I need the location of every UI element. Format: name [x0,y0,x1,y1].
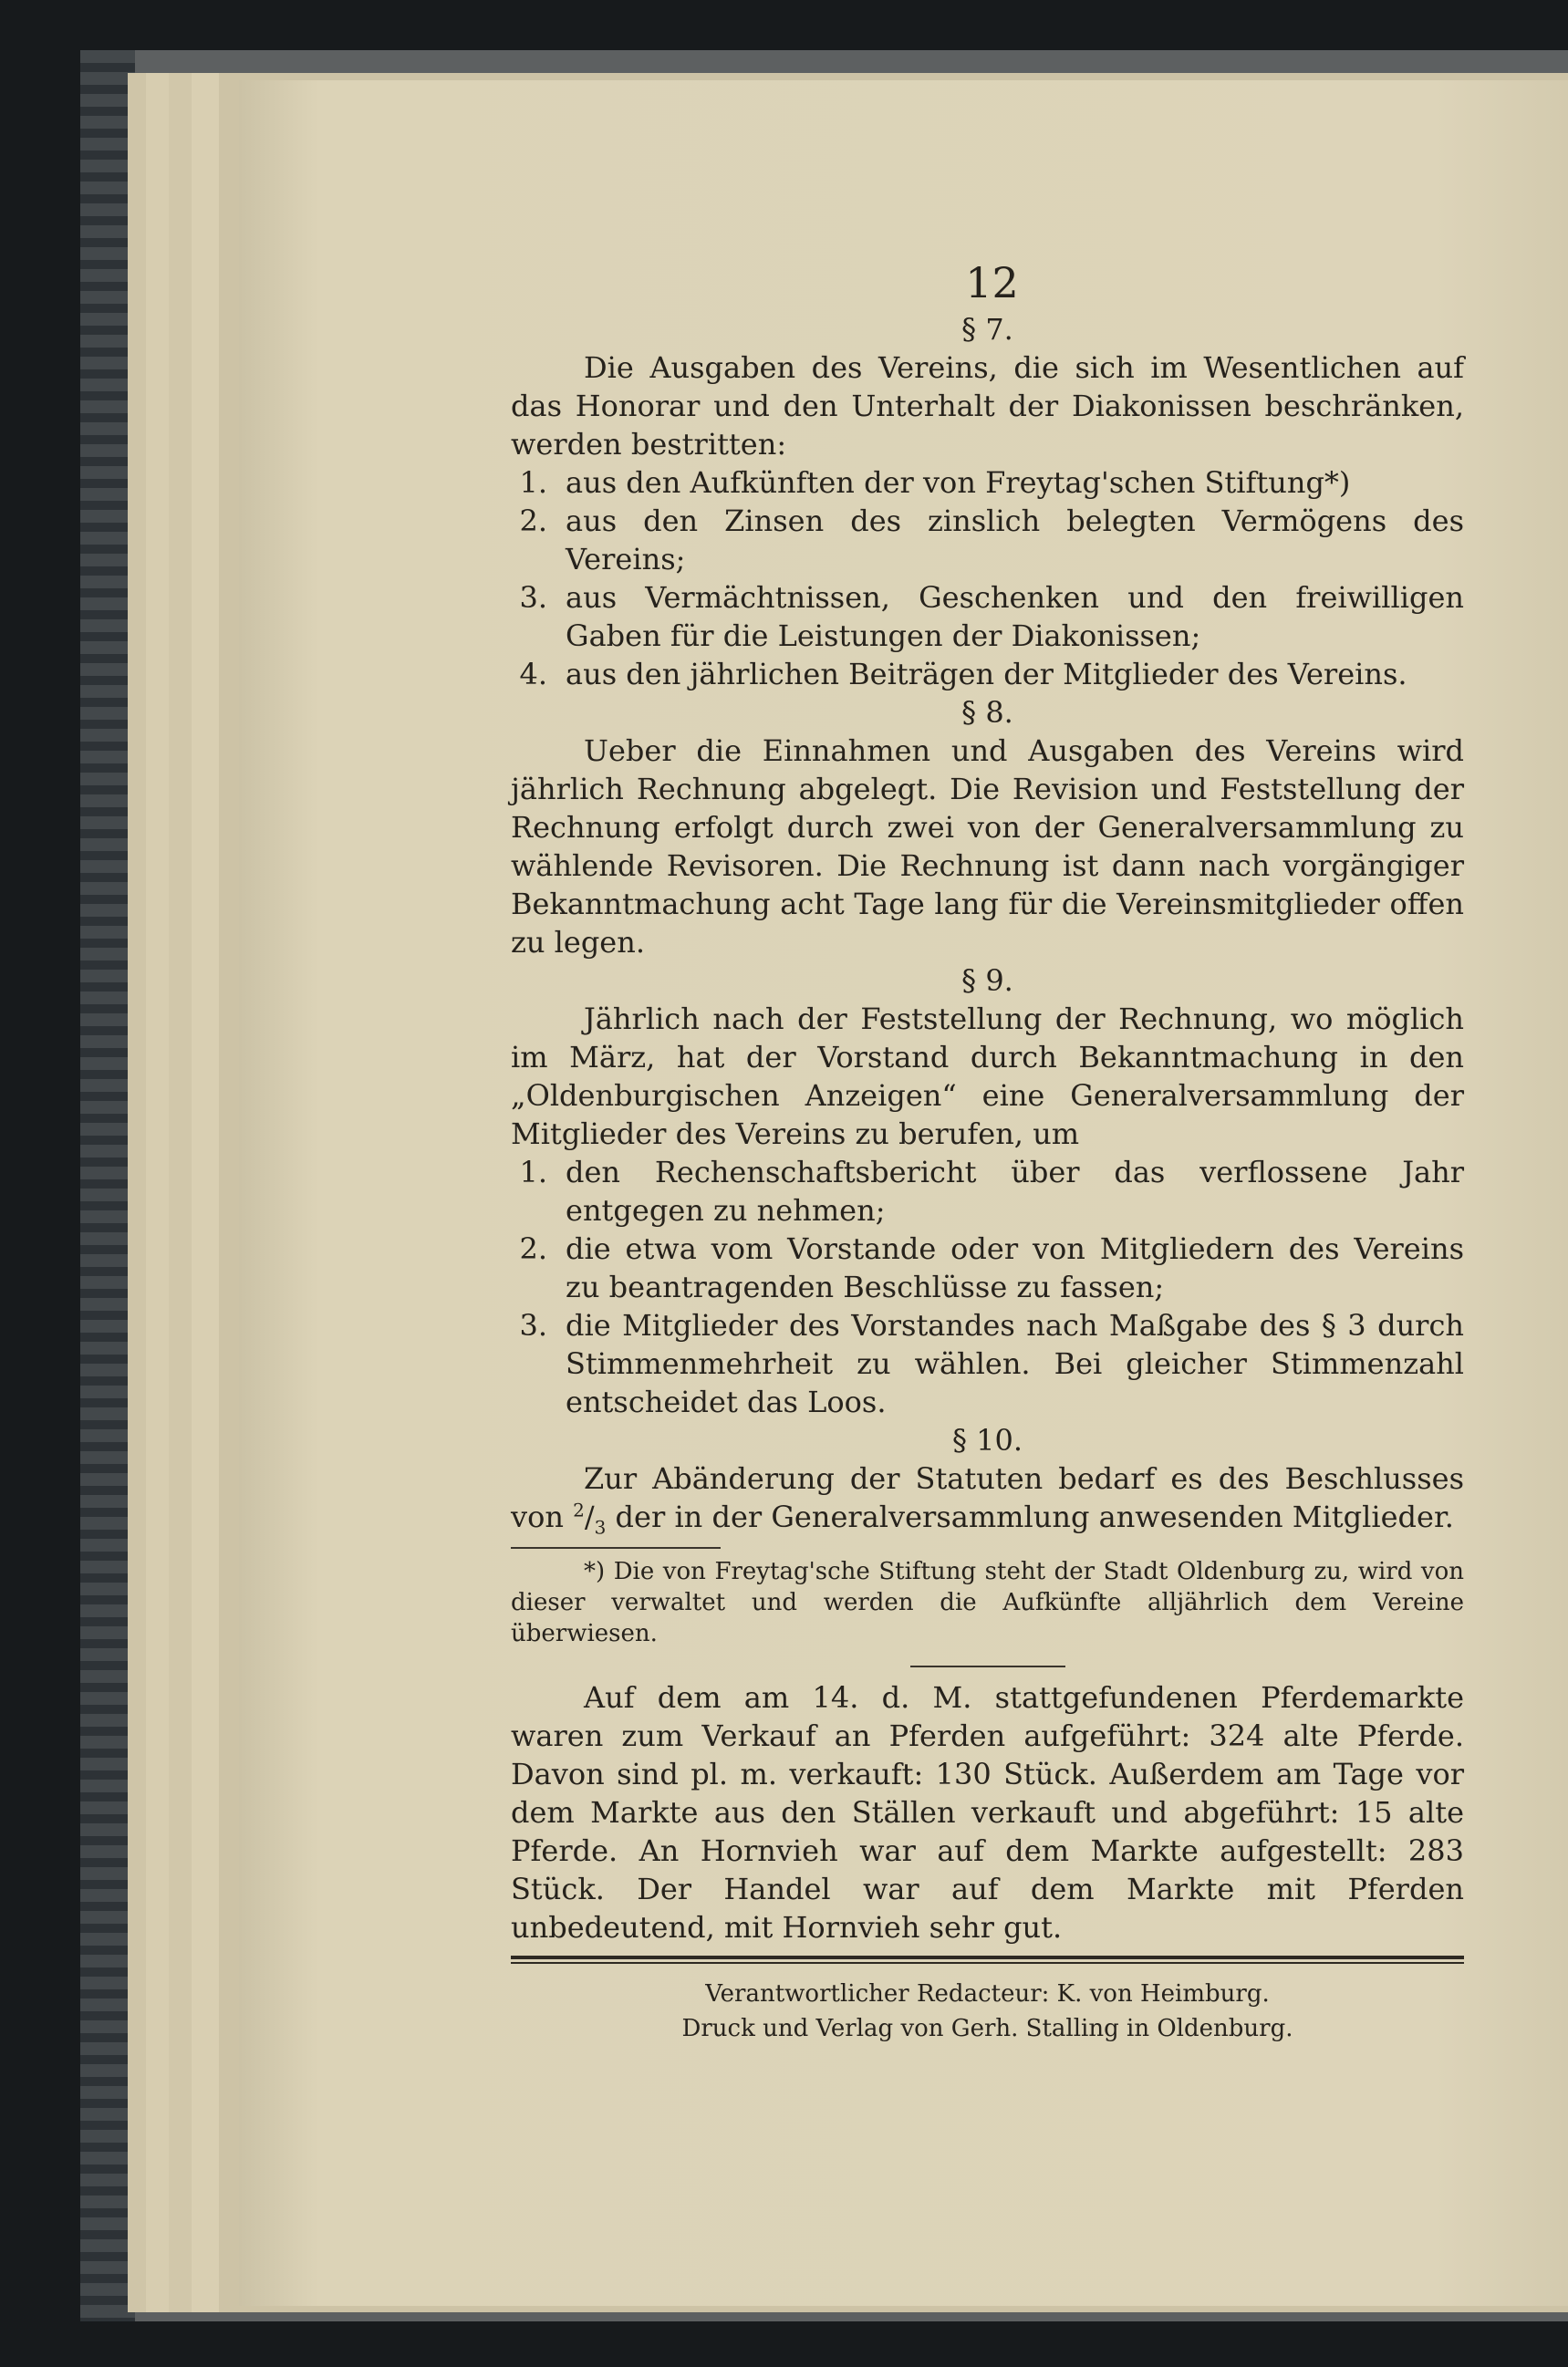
list-item [511,578,1464,655]
section-7 [511,310,1464,693]
section-9-intro: Jährlich nach der Feststellung der Rechnung, wo möglich im März, hat der Vorstand durch Bekanntmachung in den „Oldenburgischen Anzeigen“ eine Generalversammlung der Mitglieder des Vereins zu berufen, um [511,1002,1464,1151]
fraction-numerator: 2 [573,1499,585,1521]
item-text: aus den Zinsen des zinslich belegten Vermögens des Vereins; [566,504,1464,576]
item-number: 3. [519,1308,547,1343]
market-report: Auf dem am 14. d. M. stattgefundenen Pferdemarkte waren zum Verkauf an Pferden aufgeführt: 324 alte Pferde. Davon sind pl. m. verkauft: 130 Stück. Außerdem am Tage vor dem Markte aus den Ställen verkauft und abgeführt: 15 alte Pferde. An Hornvieh war auf dem Markte aufgestellt: 283 Stück. Der Handel war auf dem Markte mit Pferden unbedeutend, mit Hornvieh sehr gut. [511,1680,1464,1945]
fraction-denominator: 3 [594,1516,607,1539]
item-number: 1. [519,465,547,500]
section-10 [511,1421,1464,1539]
item-number: 2. [519,504,547,538]
section-8-text: Ueber die Einnahmen und Ausgaben des Vereins wird jährlich Rechnung abgelegt. Die Revision und Feststellung der Rechnung erfolgt durch zwei von der Generalversammlung zu wählende Revisoren. Die Rechnung ist dann nach vorgängiger Bekanntmachung acht Tage lang für die Vereinsmitglieder offen zu legen. [511,733,1464,960]
section-9-list [511,1153,1464,1421]
item-text: aus den jährlichen Beiträgen der Mitglieder des Vereins. [566,657,1407,691]
section-heading: § 10. [951,1423,1023,1458]
list-item [511,1306,1464,1421]
imprint-printer: Druck und Verlag von Gerh. Stalling in Oldenburg. [681,2015,1293,2042]
section-7-intro: Die Ausgaben des Vereins, die sich im Wesentlichen auf das Honorar und den Unterhalt der Diakonissen beschränken, werden bestritten: [511,350,1464,462]
separator-rule [910,1666,1065,1667]
item-number: 2. [519,1231,547,1266]
section-10-text: Zur Abänderung der Statuten bedarf es des Beschlusses von $^2/_3$ der in der Generalversammlung anwesenden Mitglieder. [511,1461,1464,1539]
list-item [511,1230,1464,1306]
item-text: die Mitglieder des Vorstandes nach Maßgabe des § 3 durch Stimmenmehrheit zu wählen. Bei gleicher Stimmenzahl entscheidet das Loos. [566,1308,1464,1419]
section-10-text-after: der in der Generalversammlung anwesenden Mitglieder. [615,1500,1454,1534]
book-cover-edge [80,50,135,2321]
footnote-rule [511,1547,721,1549]
item-text: aus Vermächtnissen, Geschenken und den freiwilligen Gaben für die Leistungen der Diakonissen; [566,580,1464,653]
section-heading: § 7. [961,312,1013,347]
double-rule [511,1956,1464,1964]
section-9 [511,961,1464,1421]
item-text: die etwa vom Vorstande oder von Mitgliedern des Vereins zu beantragenden Beschlüsse zu fassen; [566,1231,1464,1304]
item-number: 4. [519,657,547,691]
section-7-list [511,463,1464,693]
imprint-editor: Verantwortlicher Redacteur: K. von Heimburg. [705,1980,1270,2008]
list-item [511,463,1464,502]
section-heading: § 9. [961,963,1013,998]
section-heading: § 8. [961,695,1013,730]
page-number: 12 [965,258,1019,307]
item-text: aus den Aufkünften der von Freytag'schen Stiftung*) [566,465,1351,500]
list-item [511,1153,1464,1230]
item-number: 3. [519,580,547,615]
section-10-text-before: Zur Abänderung der Statuten bedarf es des Beschlusses von [511,1461,1464,1534]
section-8 [511,693,1464,961]
page-text [511,255,1464,2046]
item-text: den Rechenschaftsbericht über das verflossene Jahr entgegen zu nehmen; [566,1155,1464,1228]
list-item [511,655,1464,693]
list-item [511,502,1464,578]
item-number: 1. [519,1155,547,1189]
footnote: *) Die von Freytag'sche Stiftung steht der Stadt Oldenburg zu, wird von dieser verwaltet und werden die Aufkünfte alljährlich dem Vereine überwiesen. [511,1558,1464,1647]
